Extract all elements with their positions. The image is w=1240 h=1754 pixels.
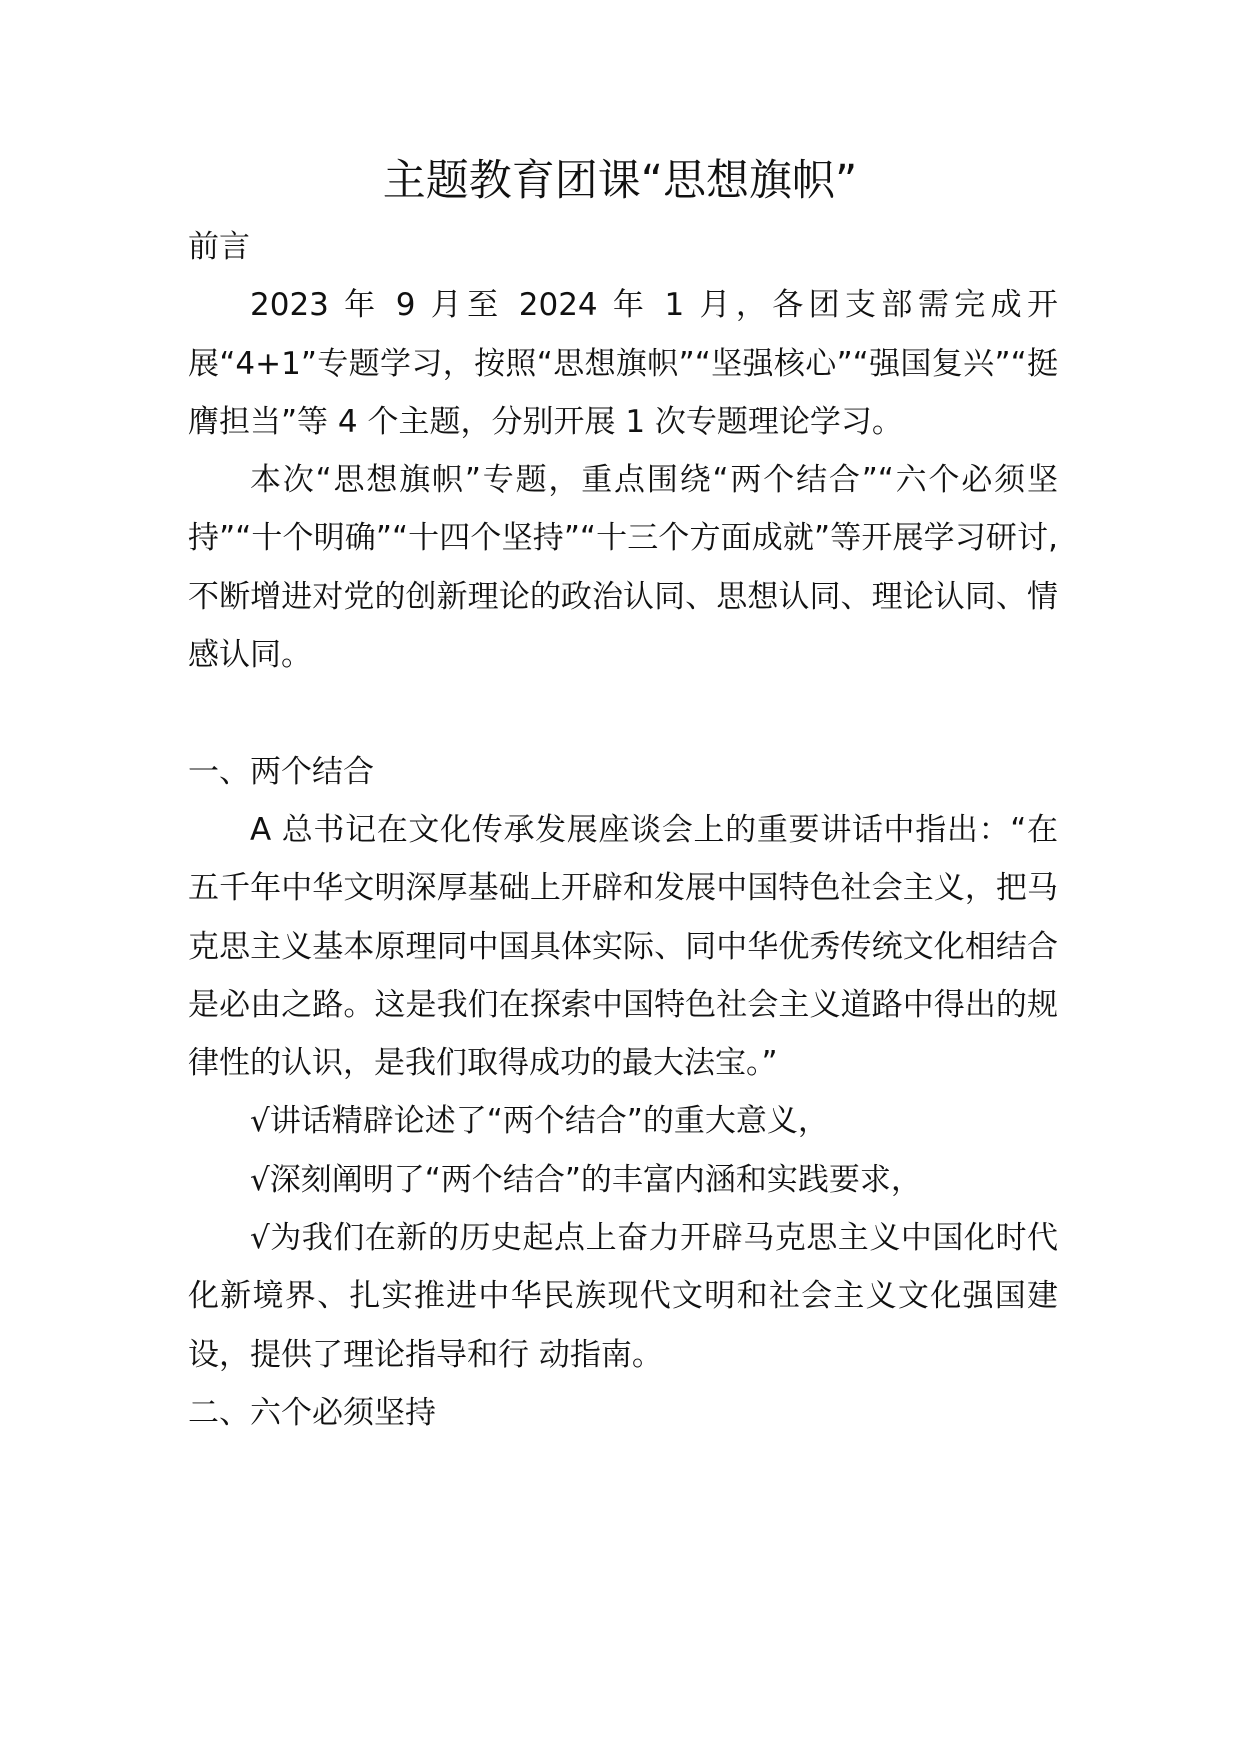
preface-paragraph-1: 2023 年 9 月至 2024 年 1 月，各团支部需完成开展“4+1”专题学习，按照“思想旗帜”“坚强核心”“强国复兴”“挺膺担当”等 4 个主题，分别开展 1 次专题理论学习。 <box>188 287 1058 440</box>
section-1-heading: 一、两个结合 <box>188 753 374 790</box>
preface-heading: 前言 <box>188 229 250 265</box>
document-title: 主题教育团课“思想旗帜” <box>382 156 858 206</box>
section-1-quote-paragraph: A 总书记在文化传承发展座谈会上的重要讲话中指出：“在五千年中华文明深厚基础上开辟和发展中国特色社会主义，把马克思主义基本原理同中国具体实际、同中华优秀传统文化相结合是必由之路。这是我们在探索中国特色社会主义道路中得出的规律性的认识，是我们取得成功的最大法宝。” <box>188 811 1058 1082</box>
preface-paragraph-2: 本次“思想旗帜”专题，重点围绕“两个结合”“六个必须坚持”“十个明确”“十四个坚持”“十三个方面成就”等开展学习研讨,不断增进对党的创新理论的政治认同、思想认同、理论认同、情感认同。 <box>188 462 1058 674</box>
section-1-point-3: √为我们在新的历史起点上奋力开辟马克思主义中国化时代化新境界、扎实推进中华民族现代文明和社会主义文化强国建设，提供了理论指导和行 动指南。 <box>188 1220 1058 1373</box>
section-1-point-2: √深刻阐明了“两个结合”的丰富内涵和实践要求， <box>250 1161 922 1198</box>
section-1-point-1: √讲话精辟论述了“两个结合”的重大意义， <box>250 1103 829 1140</box>
section-2-heading: 二、六个必须坚持 <box>188 1394 436 1431</box>
blank-line <box>188 684 1058 742</box>
document-body <box>188 218 1058 1442</box>
